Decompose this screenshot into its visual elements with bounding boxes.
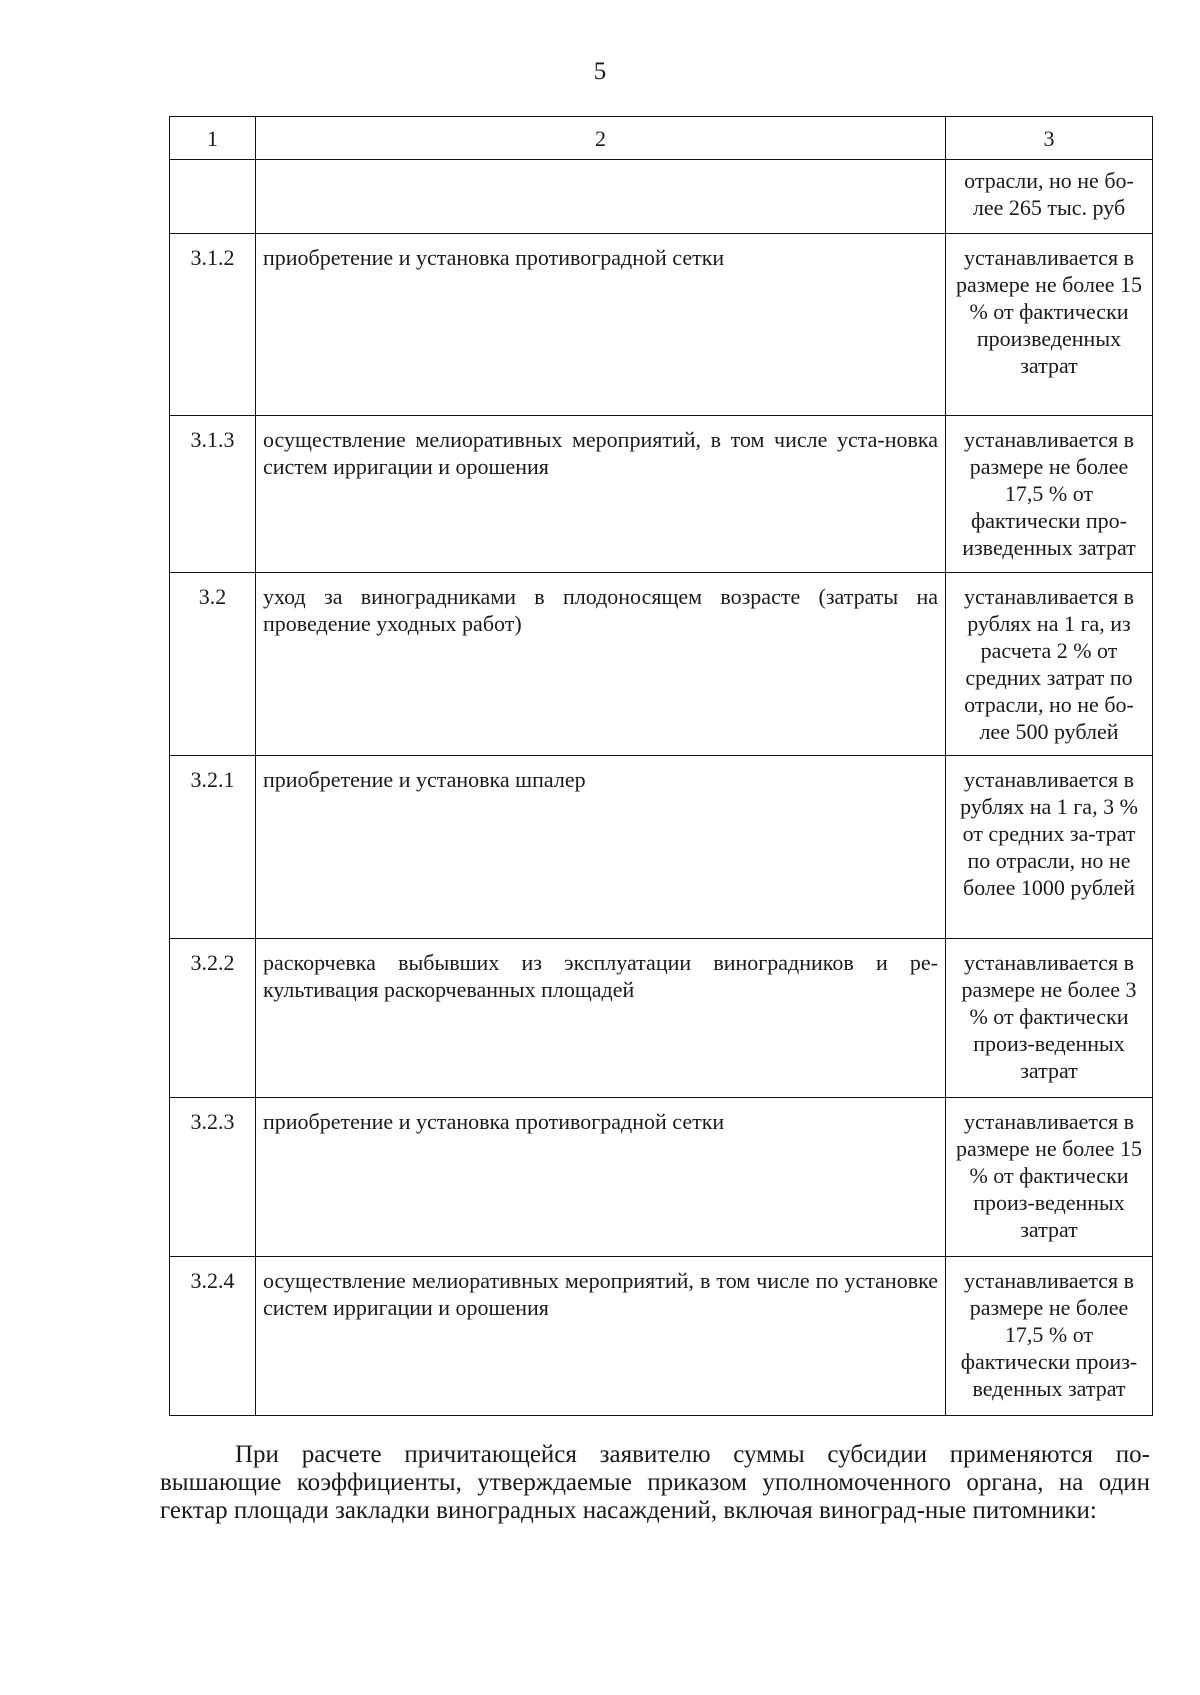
row-number: 3.2.3: [170, 1098, 256, 1257]
row-rate: устанавливается в размере не более 15 % от фактически произведенных затрат: [946, 234, 1153, 416]
row-rate: устанавливается в рублях на 1 га, 3 % от средних за-трат по отрасли, но не более 1000 рублей: [946, 756, 1153, 939]
column-header-3: 3: [946, 117, 1153, 160]
row-rate-line: отрасли, но не бо-: [964, 168, 1134, 193]
body-paragraph: При расчете причитающейся заявителю суммы субсидии применяются по-вышающие коэффициенты, утверждаемые приказом уполномоченного органа, на один гектар площади закладки виноградных насаждений, включая виноград-ные питомники:: [160, 1441, 1150, 1524]
table-row: [170, 1098, 1153, 1257]
row-number: 3.2.1: [170, 756, 256, 939]
table-row: [170, 756, 1153, 939]
row-number: 3.1.2: [170, 234, 256, 416]
row-description: осуществление мелиоративных мероприятий, в том числе уста-новка систем ирригации и орошения: [256, 416, 946, 573]
table-row: [170, 939, 1153, 1098]
table-row: [170, 234, 1153, 416]
table-row: [170, 573, 1153, 756]
table-header-row: [170, 117, 1153, 160]
row-rate-line: лее 265 тыс. руб: [972, 195, 1126, 220]
row-description: приобретение и установка противоградной сетки: [256, 1098, 946, 1257]
table-row-continuation: [170, 160, 1153, 234]
table-row: [170, 416, 1153, 573]
row-number: 3.1.3: [170, 416, 256, 573]
row-description: приобретение и установка противоградной сетки: [256, 234, 946, 416]
page-number: 5: [593, 58, 607, 85]
row-description: [256, 160, 946, 234]
subsidy-rates-table: [169, 116, 1153, 1416]
row-number: 3.2: [170, 573, 256, 756]
row-rate: устанавливается в размере не более 17,5 % от фактически про-изведенных затрат: [946, 416, 1153, 573]
row-description: приобретение и установка шпалер: [256, 756, 946, 939]
table-row: [170, 1257, 1153, 1416]
row-rate: устанавливается в рублях на 1 га, из расчета 2 % от средних затрат по отрасли, но не бо-лее 500 рублей: [946, 573, 1153, 756]
row-description: раскорчевка выбывших из эксплуатации виноградников и ре-культивация раскорчеванных площадей: [256, 939, 946, 1098]
column-header-1: 1: [170, 117, 256, 160]
row-description: осуществление мелиоративных мероприятий, в том числе по установке систем ирригации и орошения: [256, 1257, 946, 1416]
row-rate: [946, 160, 1153, 234]
row-number: [170, 160, 256, 234]
row-description: уход за виноградниками в плодоносящем возрасте (затраты на проведение уходных работ): [256, 573, 946, 756]
row-rate: устанавливается в размере не более 3 % от фактически произ-веденных затрат: [946, 939, 1153, 1098]
row-number: 3.2.2: [170, 939, 256, 1098]
row-rate: устанавливается в размере не более 15 % от фактически произ-веденных затрат: [946, 1098, 1153, 1257]
column-header-2: 2: [256, 117, 946, 160]
row-number: 3.2.4: [170, 1257, 256, 1416]
row-rate: устанавливается в размере не более 17,5 % от фактически произ-веденных затрат: [946, 1257, 1153, 1416]
